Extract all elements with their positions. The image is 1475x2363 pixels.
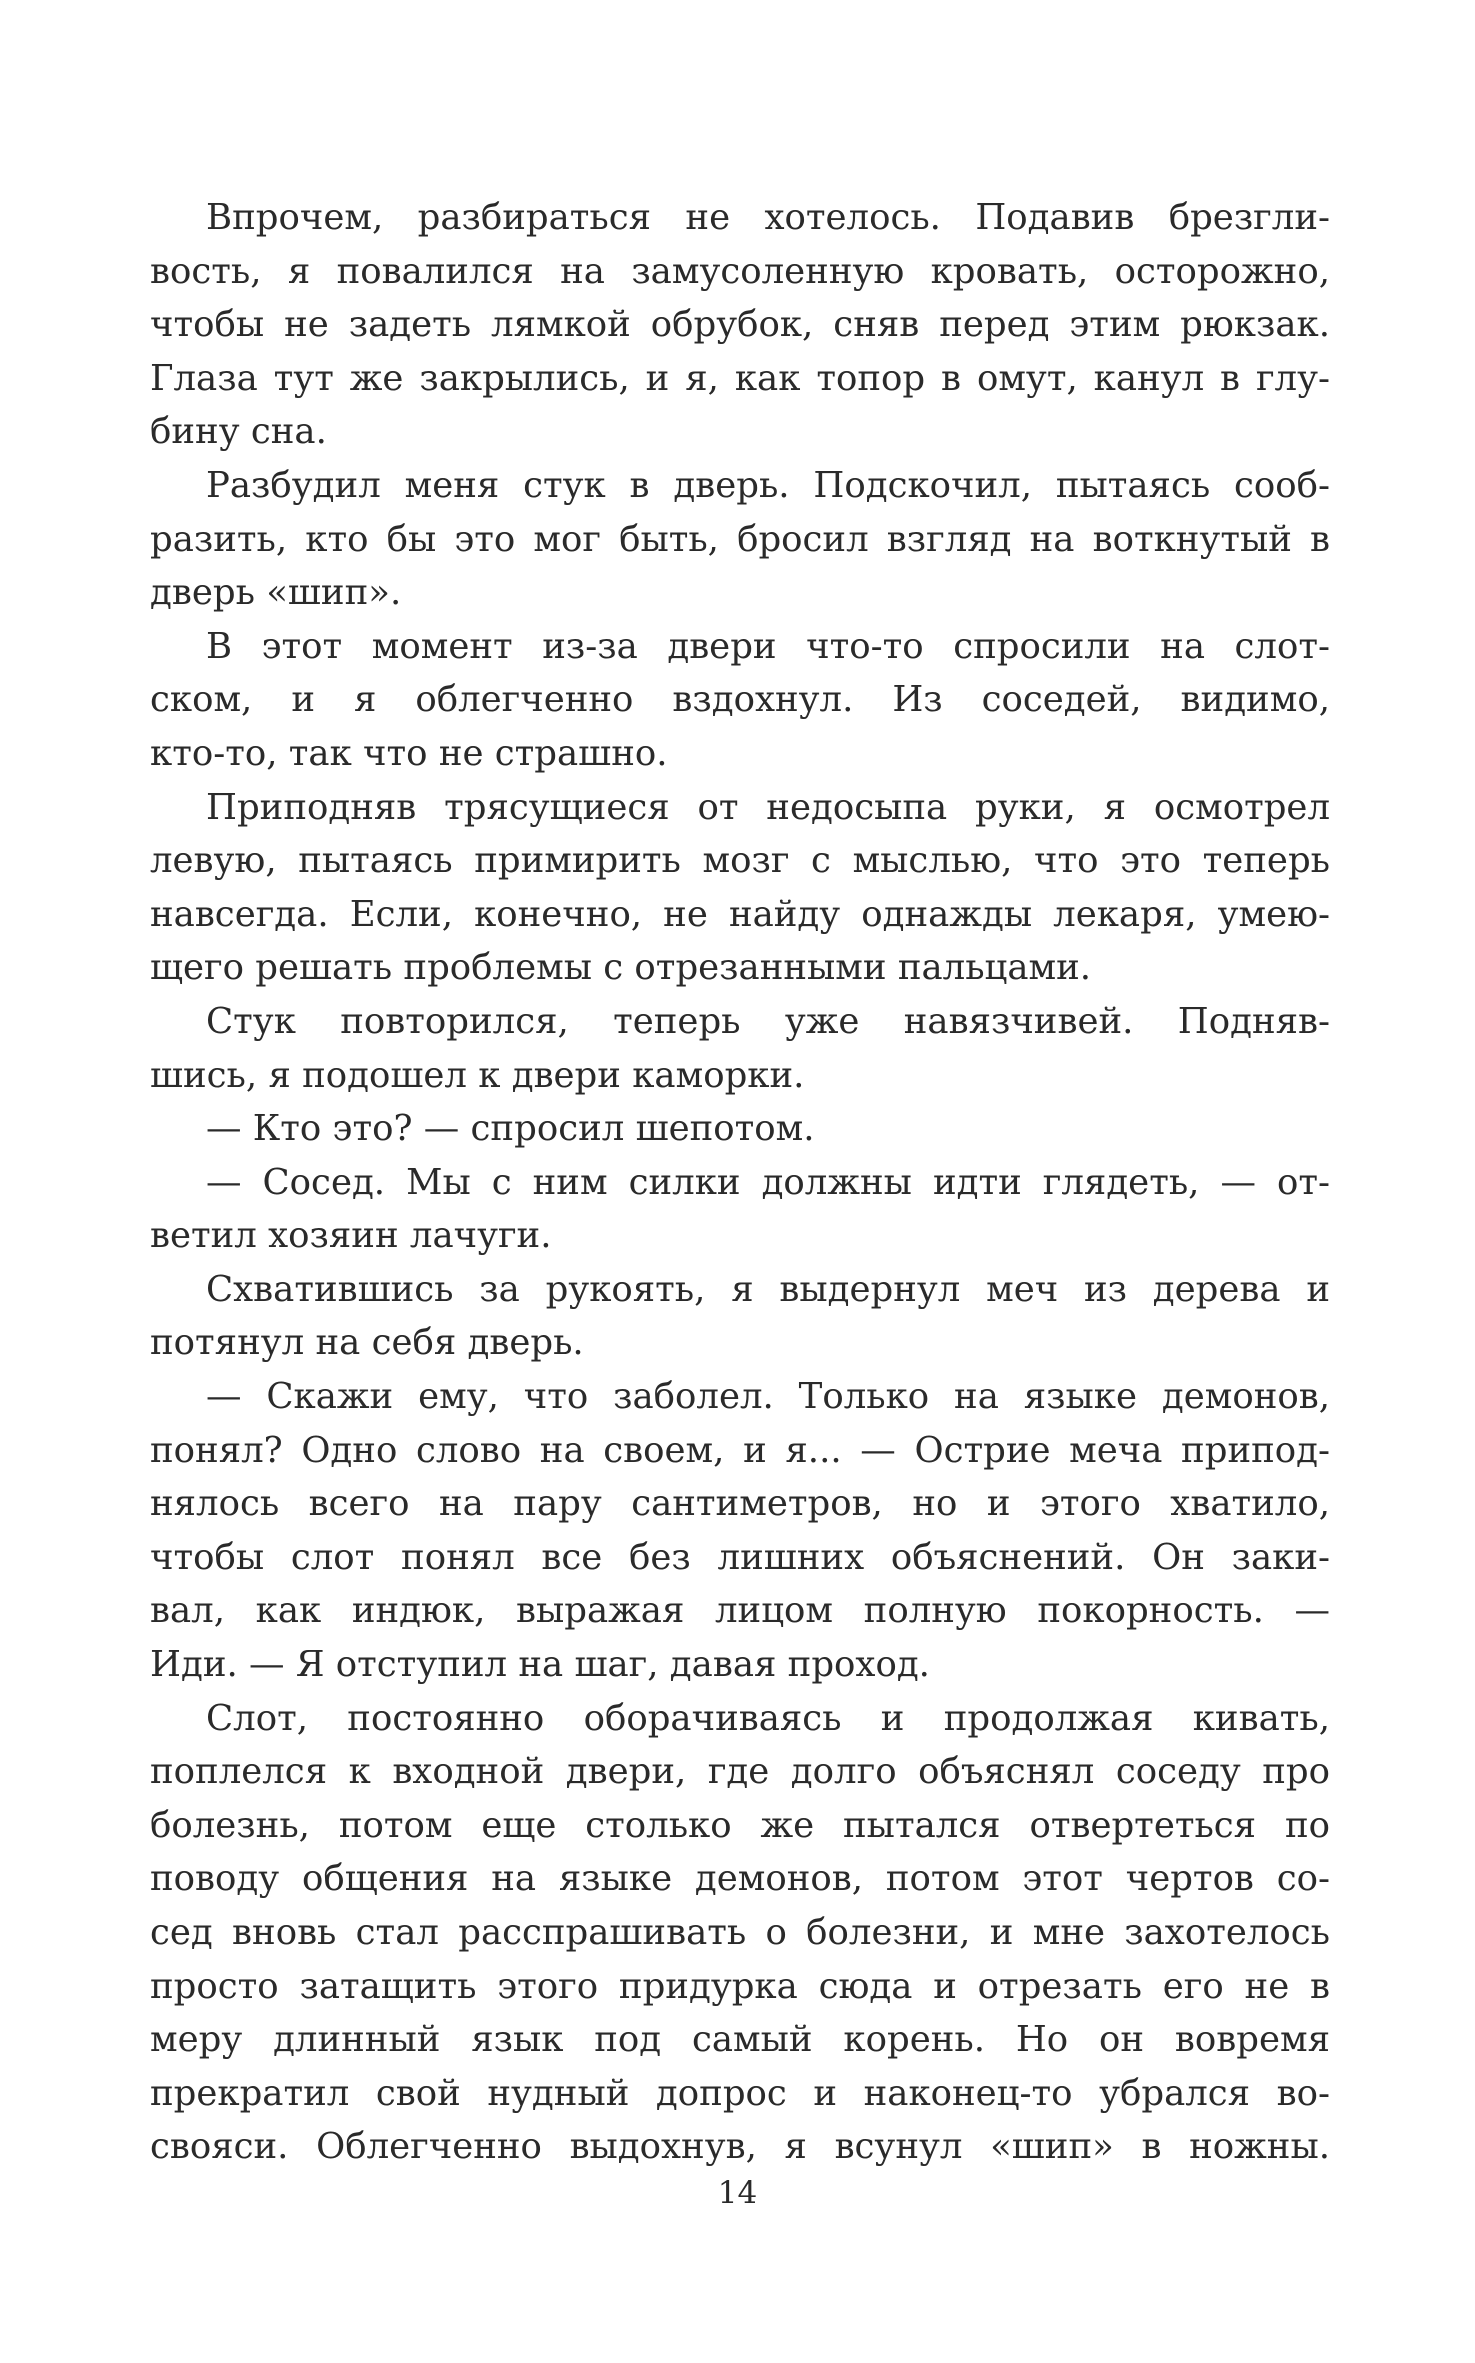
text-line: поводу общения на языке демонов, потом этот чертов со-: [150, 1858, 1330, 1900]
text-line: Глаза тут же закрылись, и я, как топор в омут, канул в глу-: [150, 357, 1330, 399]
text-line: кто-то, так что не страшно.: [150, 732, 668, 774]
text-line: бину сна.: [150, 411, 327, 453]
text-line: Схватившись за рукоять, я выдернул меч из дерева и: [206, 1268, 1330, 1310]
text-line: шись, я подошел к двери каморки.: [150, 1054, 805, 1096]
text-line: навсегда. Если, конечно, не найду однажды лекаря, умею-: [150, 893, 1330, 935]
text-line: Стук повторился, теперь уже навязчивей. Подняв-: [206, 1000, 1330, 1042]
text-line: поплелся к входной двери, где долго объяснял соседу про: [150, 1751, 1330, 1793]
text-line: ветил хозяин лачуги.: [150, 1215, 552, 1257]
text-line: чтобы не задеть лямкой обрубок, сняв перед этим рюкзак.: [150, 304, 1330, 346]
text-line: Впрочем, разбираться не хотелось. Подавив брезгли-: [206, 197, 1330, 238]
text-line: разить, кто бы это мог быть, бросил взгляд на воткнутый в: [150, 518, 1330, 560]
text-line: вость, я повалился на замусоленную кровать, осторожно,: [150, 250, 1330, 292]
text-line: — Сосед. Мы с ним силки должны идти глядеть, — от-: [206, 1161, 1330, 1203]
text-line: чтобы слот понял все без лишних объяснений. Он заки-: [150, 1536, 1330, 1578]
body-text: [150, 191, 1330, 2174]
text-line: вал, как индюк, выражая лицом полную покорность. —: [150, 1590, 1330, 1632]
text-line: потянул на себя дверь.: [150, 1322, 584, 1364]
page-number: 14: [717, 2175, 758, 2211]
text-line: нялось всего на пару сантиметров, но и этого хватило,: [150, 1483, 1330, 1525]
text-line: Приподняв трясущиеся от недосыпа руки, я осмотрел: [206, 786, 1330, 828]
text-line: В этот момент из-за двери что-то спросили на слот-: [206, 625, 1330, 667]
text-line: ском, и я облегченно вздохнул. Из соседей, видимо,: [150, 679, 1330, 721]
text-line: прекратил свой нудный допрос и наконец-то убрался во-: [150, 2072, 1330, 2114]
text-line: — Кто это? — спросил шепотом.: [206, 1108, 815, 1150]
text-line: свояси. Облегченно выдохнув, я всунул «шип» в ножны.: [150, 2126, 1330, 2168]
text-line: — Скажи ему, что заболел. Только на языке демонов,: [206, 1376, 1330, 1418]
text-line: просто затащить этого придурка сюда и отрезать его не в: [150, 1965, 1330, 2007]
text-line: меру длинный язык под самый корень. Но он вовремя: [150, 2019, 1330, 2061]
text-line: Слот, постоянно оборачиваясь и продолжая кивать,: [206, 1697, 1330, 1739]
text-line: левую, пытаясь примирить мозг с мыслью, что это теперь: [150, 840, 1330, 882]
text-line: дверь «шип».: [150, 572, 402, 614]
text-line: Иди. — Я отступил на шаг, давая проход.: [150, 1644, 930, 1686]
text-line: Разбудил меня стук в дверь. Подскочил, пытаясь сооб-: [206, 464, 1330, 506]
text-line: болезнь, потом еще столько же пытался отвертеться по: [150, 1804, 1330, 1846]
text-line: сед вновь стал расспрашивать о болезни, и мне захотелось: [150, 1912, 1330, 1953]
text-line: понял? Одно слово на своем, и я... — Острие меча припод-: [150, 1429, 1330, 1471]
text-line: щего решать проблемы с отрезанными пальцами.: [150, 947, 1092, 989]
